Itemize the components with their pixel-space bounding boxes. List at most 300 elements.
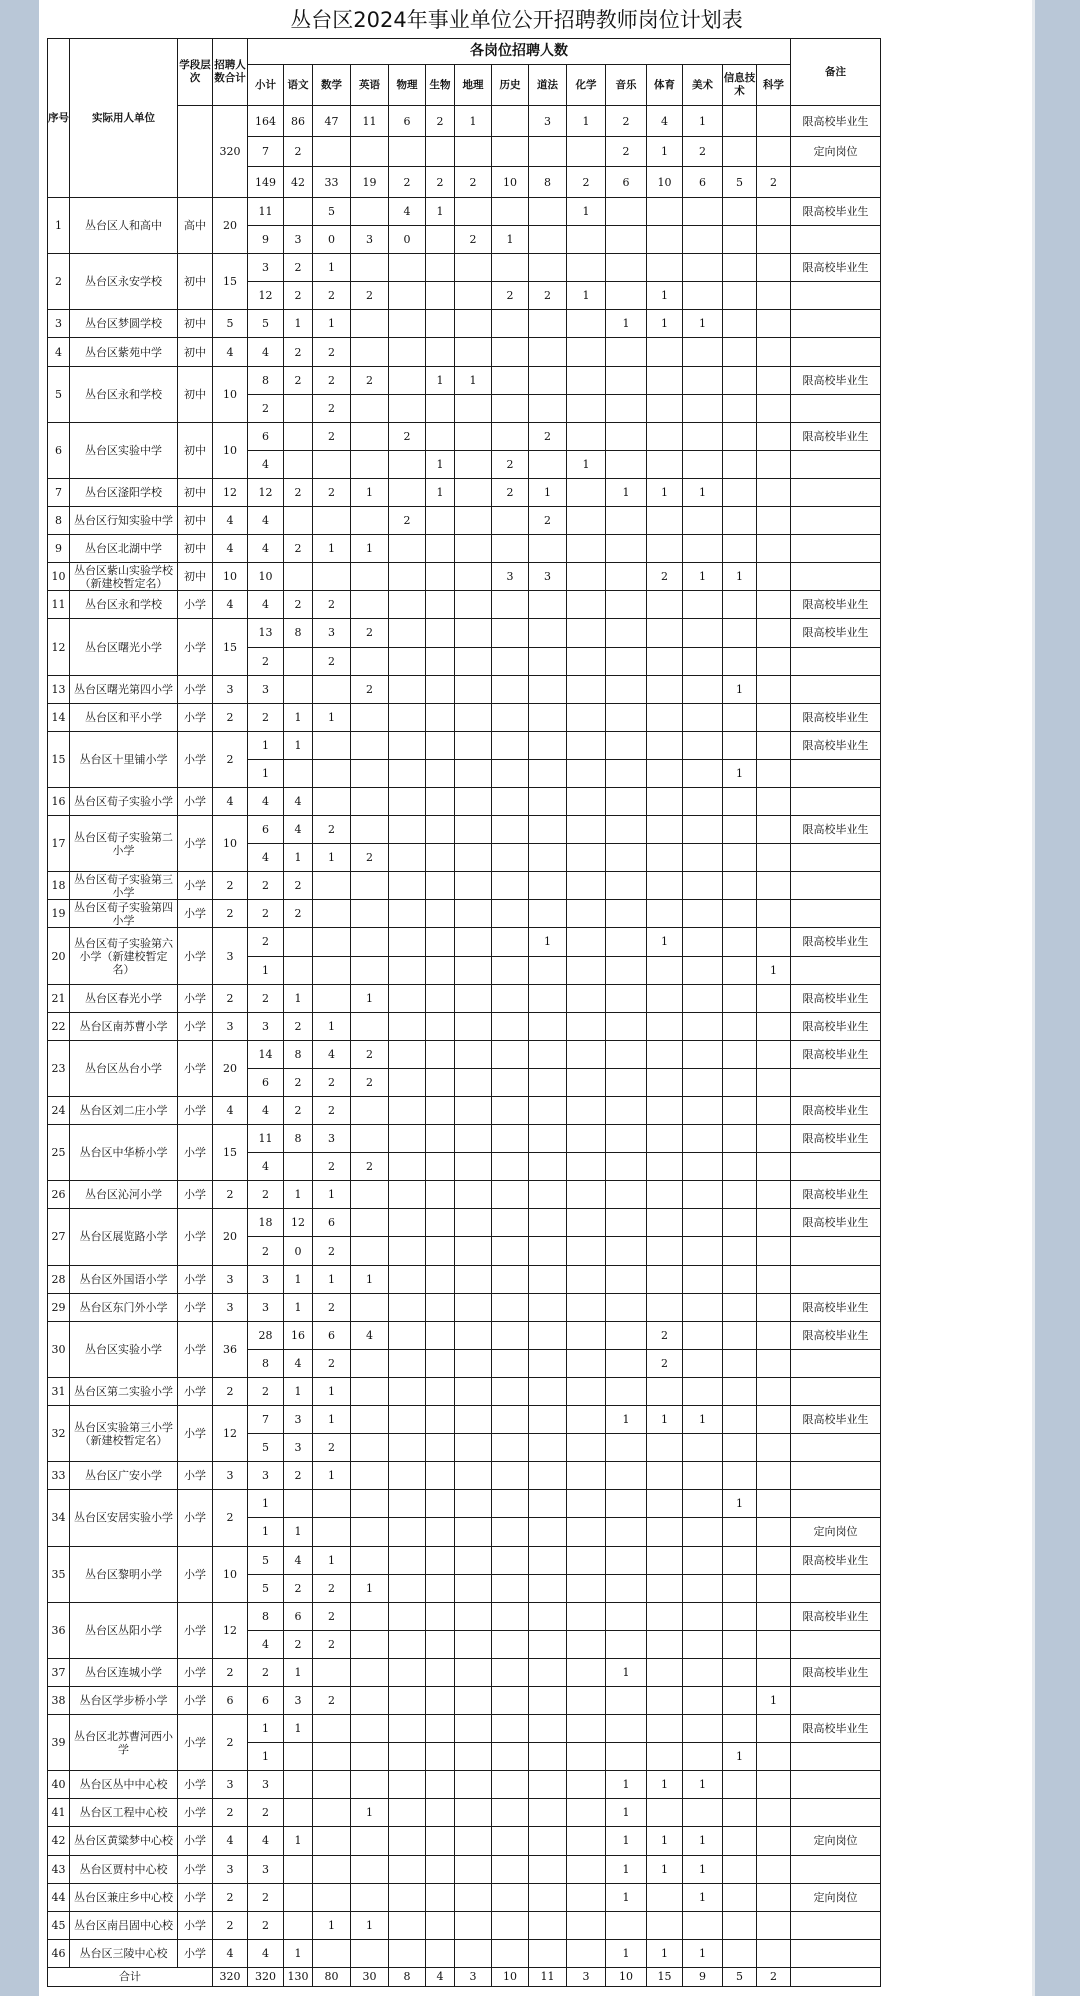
row-total: 10 [213,422,248,478]
row-cell [606,619,647,647]
row-cell [426,1939,455,1967]
row-cell: 5 [248,1574,284,1602]
header-subject: 语文 [284,65,313,106]
row-seq: 46 [48,1939,70,1967]
row-cell: 6 [248,422,284,450]
row-cell [455,984,492,1012]
row-level: 小学 [178,1462,213,1490]
row-cell [723,282,757,310]
row-unit-name: 丛台区兼庄乡中心校 [70,1883,178,1911]
row-cell: 2 [351,675,389,703]
row-cell [313,984,351,1012]
summary-note: 定向岗位 [791,137,881,167]
row-cell [606,1153,647,1181]
row-cell [647,675,683,703]
footer-note [791,1967,881,1986]
row-cell [313,872,351,900]
row-cell [426,226,455,254]
row-level: 初中 [178,563,213,591]
row-cell [426,254,455,282]
row-cell [647,1883,683,1911]
row-cell [492,254,529,282]
row-seq: 24 [48,1097,70,1125]
row-cell [567,1715,606,1743]
table-row [48,1827,881,1855]
row-cell: 28 [248,1321,284,1349]
row-cell [529,254,567,282]
row-cell: 1 [647,1855,683,1883]
row-cell: 1 [351,478,389,506]
row-unit-name: 丛台区三陵中心校 [70,1939,178,1967]
row-total: 3 [213,675,248,703]
table-row [48,928,881,956]
row-seq: 37 [48,1658,70,1686]
row-cell [683,844,723,872]
row-unit-name: 丛台区南苏曹小学 [70,1012,178,1040]
row-cell [567,310,606,338]
row-cell: 2 [284,1630,313,1658]
row-cell: 3 [529,563,567,591]
summary-cell: 86 [284,106,313,137]
row-cell [455,675,492,703]
row-cell [529,731,567,759]
row-cell [683,900,723,928]
row-cell [723,984,757,1012]
row-cell [723,1434,757,1462]
row-cell [529,1068,567,1096]
row-cell [389,1349,426,1377]
row-cell [426,1658,455,1686]
summary-level [178,106,213,198]
row-seq: 33 [48,1462,70,1490]
row-cell [567,1321,606,1349]
row-level: 小学 [178,1771,213,1799]
row-cell [723,844,757,872]
row-cell [351,450,389,478]
table-row [48,338,881,366]
row-cell [313,1658,351,1686]
row-total: 15 [213,1125,248,1181]
row-cell: 2 [313,1293,351,1321]
row-cell [529,1518,567,1546]
row-cell [606,366,647,394]
row-cell [351,563,389,591]
row-cell: 2 [313,1434,351,1462]
row-cell [351,1377,389,1405]
row-cell [683,1743,723,1771]
row-seq: 32 [48,1406,70,1462]
row-cell [455,1855,492,1883]
row-total: 4 [213,1827,248,1855]
row-cell [529,1406,567,1434]
row-cell [567,675,606,703]
row-cell [757,703,791,731]
row-cell [284,956,313,984]
summary-cell: 2 [606,137,647,167]
row-cell [389,563,426,591]
row-cell [567,1012,606,1040]
row-cell [284,394,313,422]
table-row [48,1911,881,1939]
row-cell [606,1012,647,1040]
row-level: 小学 [178,1012,213,1040]
row-cell: 1 [647,310,683,338]
row-cell [683,928,723,956]
row-cell [606,507,647,535]
row-cell [647,1799,683,1827]
row-cell [683,1602,723,1630]
row-cell [567,1490,606,1518]
row-cell [567,1518,606,1546]
row-cell: 1 [284,1939,313,1967]
row-cell [389,1040,426,1068]
row-cell: 1 [683,478,723,506]
row-cell [492,310,529,338]
row-cell: 2 [248,1658,284,1686]
row-unit-name: 丛台区荀子实验小学 [70,787,178,815]
row-cell [455,450,492,478]
row-cell: 3 [248,1012,284,1040]
table-row [48,984,881,1012]
row-cell [647,872,683,900]
row-cell [606,1743,647,1771]
row-note [791,1237,881,1265]
table-row [48,1546,881,1574]
row-cell [757,1630,791,1658]
row-cell: 8 [248,1602,284,1630]
summary-cell: 2 [606,106,647,137]
header-unit: 实际用人单位 [70,39,178,198]
row-cell: 1 [606,1939,647,1967]
row-cell [757,1855,791,1883]
summary-cell: 149 [248,167,284,198]
row-cell [389,450,426,478]
row-cell: 1 [723,759,757,787]
row-cell [455,254,492,282]
row-cell [647,198,683,226]
row-cell [567,1406,606,1434]
row-cell [351,1883,389,1911]
row-seq: 38 [48,1686,70,1714]
row-cell: 2 [248,900,284,928]
row-cell [723,366,757,394]
row-cell: 6 [248,816,284,844]
row-cell [723,1265,757,1293]
row-cell [351,1546,389,1574]
row-cell [606,900,647,928]
row-cell [567,759,606,787]
row-cell [426,675,455,703]
row-cell: 1 [284,1715,313,1743]
row-cell: 3 [248,1293,284,1321]
row-cell [455,1209,492,1237]
summary-cell [757,106,791,137]
row-cell [389,1771,426,1799]
header-subject: 信息技术 [723,65,757,106]
row-cell [606,1209,647,1237]
row-cell [313,956,351,984]
row-note [791,1349,881,1377]
row-cell [647,787,683,815]
row-cell: 14 [248,1040,284,1068]
row-cell: 1 [647,1827,683,1855]
row-cell [492,1490,529,1518]
row-cell [529,984,567,1012]
row-cell [313,759,351,787]
row-note: 限高校毕业生 [791,1012,881,1040]
row-cell [351,1209,389,1237]
row-cell [567,1434,606,1462]
row-cell: 1 [313,1265,351,1293]
row-cell [683,703,723,731]
row-cell: 0 [389,226,426,254]
row-cell: 12 [248,282,284,310]
row-cell [284,675,313,703]
row-cell [647,1265,683,1293]
footer-cell: 130 [284,1967,313,1986]
row-total: 2 [213,1658,248,1686]
row-cell [757,1040,791,1068]
row-cell [529,1715,567,1743]
row-cell [723,1406,757,1434]
row-cell [529,1799,567,1827]
row-cell [723,338,757,366]
row-level: 初中 [178,338,213,366]
row-cell [757,507,791,535]
row-note [791,1799,881,1827]
row-unit-name: 丛台区紫苑中学 [70,338,178,366]
row-note [791,759,881,787]
row-cell [757,1153,791,1181]
row-cell [455,1321,492,1349]
row-cell [529,450,567,478]
row-cell [723,1518,757,1546]
row-cell: 1 [492,226,529,254]
row-cell: 3 [492,563,529,591]
summary-cell [723,137,757,167]
row-cell [606,1068,647,1096]
row-cell: 1 [606,1799,647,1827]
row-cell [455,787,492,815]
row-cell [723,647,757,675]
row-cell [351,394,389,422]
row-cell [529,703,567,731]
table-row [48,1602,881,1630]
row-cell [351,956,389,984]
row-cell [683,1715,723,1743]
row-note [791,1630,881,1658]
row-cell: 2 [284,1097,313,1125]
row-unit-name: 丛台区滏阳学校 [70,478,178,506]
row-seq: 15 [48,731,70,787]
row-cell: 1 [683,1939,723,1967]
row-cell [313,1855,351,1883]
row-cell: 1 [313,844,351,872]
row-cell [723,1883,757,1911]
row-cell [351,1237,389,1265]
row-cell [492,787,529,815]
row-cell [606,450,647,478]
row-cell [647,1658,683,1686]
row-cell [683,366,723,394]
row-cell: 8 [284,1040,313,1068]
row-cell [723,703,757,731]
row-cell [389,1490,426,1518]
row-total: 4 [213,535,248,563]
row-cell: 2 [351,366,389,394]
footer-cell: 9 [683,1967,723,1986]
row-cell: 2 [313,1068,351,1096]
row-cell [284,1490,313,1518]
row-cell [455,1602,492,1630]
row-seq: 21 [48,984,70,1012]
row-cell: 1 [313,1462,351,1490]
row-cell [529,1153,567,1181]
row-cell [606,1125,647,1153]
row-cell [426,703,455,731]
row-cell [492,1911,529,1939]
row-cell [389,1181,426,1209]
row-cell [426,787,455,815]
row-level: 小学 [178,1321,213,1377]
table-row [48,535,881,563]
row-cell [647,1490,683,1518]
row-level: 小学 [178,928,213,984]
row-cell [647,1293,683,1321]
row-cell [683,1686,723,1714]
row-level: 小学 [178,1939,213,1967]
row-cell [606,563,647,591]
row-cell [284,422,313,450]
row-cell: 1 [313,703,351,731]
row-level: 小学 [178,984,213,1012]
row-cell [529,1181,567,1209]
row-cell [606,1715,647,1743]
row-cell [455,1911,492,1939]
summary-cell: 33 [313,167,351,198]
row-cell [389,1715,426,1743]
row-cell [606,1434,647,1462]
table-row [48,1490,881,1518]
row-cell [647,1715,683,1743]
row-cell [389,1911,426,1939]
row-cell: 1 [313,1012,351,1040]
row-cell [284,563,313,591]
row-cell [426,928,455,956]
row-cell [683,1518,723,1546]
row-cell [567,1209,606,1237]
row-cell [683,731,723,759]
row-cell [529,338,567,366]
row-cell: 1 [683,1771,723,1799]
row-note [791,478,881,506]
summary-cell: 8 [529,167,567,198]
row-cell [389,900,426,928]
row-cell [723,226,757,254]
row-cell [351,1012,389,1040]
row-cell [567,1771,606,1799]
row-cell [529,535,567,563]
row-cell [683,1321,723,1349]
row-cell [313,1518,351,1546]
row-cell [529,1237,567,1265]
row-cell: 2 [529,282,567,310]
row-cell [723,1293,757,1321]
row-cell [426,1321,455,1349]
row-cell [567,1602,606,1630]
row-cell [683,198,723,226]
row-total: 3 [213,928,248,984]
row-cell: 2 [647,1321,683,1349]
row-cell [313,787,351,815]
row-cell [426,1855,455,1883]
row-cell [683,1153,723,1181]
row-cell [567,366,606,394]
row-cell [389,254,426,282]
row-cell: 1 [529,928,567,956]
row-cell [389,787,426,815]
row-cell [757,1209,791,1237]
row-cell: 2 [313,366,351,394]
row-level: 小学 [178,1686,213,1714]
row-cell [351,816,389,844]
row-cell [529,1321,567,1349]
table-row [48,1293,881,1321]
row-cell: 2 [389,422,426,450]
row-cell [757,1462,791,1490]
row-seq: 10 [48,563,70,591]
row-cell [606,675,647,703]
row-cell [647,226,683,254]
row-cell [313,900,351,928]
row-cell [492,1125,529,1153]
row-cell [389,1321,426,1349]
row-cell: 4 [284,1546,313,1574]
summary-cell: 2 [757,167,791,198]
row-cell [757,422,791,450]
row-cell: 1 [647,1406,683,1434]
row-cell [455,310,492,338]
row-cell [567,1097,606,1125]
summary-cell: 6 [606,167,647,198]
row-cell [389,844,426,872]
row-cell [455,591,492,619]
summary-cell [426,137,455,167]
row-cell [647,450,683,478]
header-level: 学段层次 [178,39,213,106]
row-cell [426,1237,455,1265]
row-cell [351,1181,389,1209]
row-cell [567,1799,606,1827]
row-cell [529,844,567,872]
row-cell [426,1743,455,1771]
row-cell [683,1911,723,1939]
summary-cell: 1 [647,137,683,167]
row-cell [647,1209,683,1237]
row-cell [492,759,529,787]
row-seq: 9 [48,535,70,563]
row-cell [492,1293,529,1321]
row-cell [426,1771,455,1799]
row-cell [389,956,426,984]
row-cell: 2 [351,619,389,647]
row-level: 小学 [178,1827,213,1855]
row-total: 2 [213,731,248,787]
row-cell [351,731,389,759]
row-cell [455,1799,492,1827]
row-cell [757,591,791,619]
row-cell [529,787,567,815]
